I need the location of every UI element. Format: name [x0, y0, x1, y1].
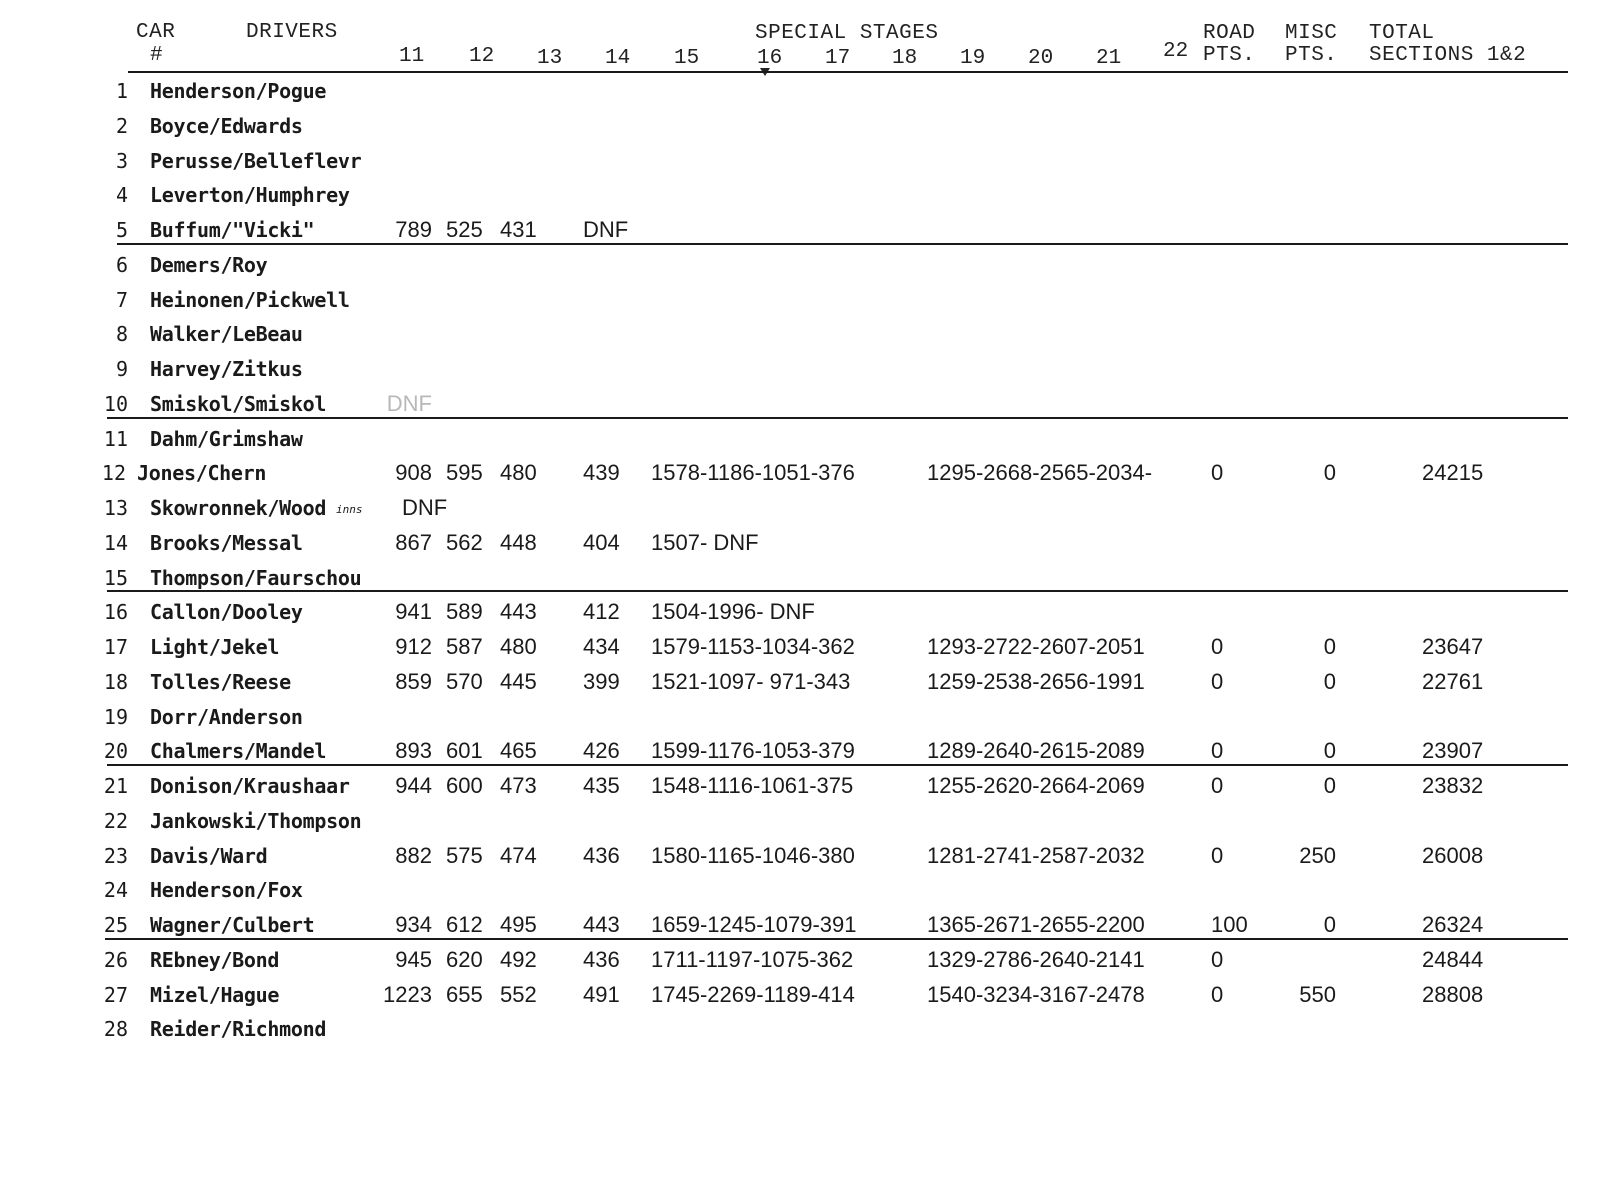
cell-car: 24 [103, 878, 128, 903]
cell-driver: Callon/Dooley [150, 600, 303, 625]
cell-s14: DNF [583, 217, 629, 242]
cell-s11: DNF [402, 495, 448, 520]
cell-road: 0 [1211, 773, 1224, 798]
header-rule [128, 71, 1568, 73]
cell-road: 100 [1211, 912, 1248, 937]
stage-13-header: 13 [537, 47, 563, 70]
cell-s12: 587 [446, 634, 483, 659]
cell-driver: Tolles/Reese [150, 669, 291, 694]
sections-header: SECTIONS 1&2 [1369, 44, 1527, 67]
table-row [0, 180, 1600, 210]
cell-car: 28 [103, 1017, 128, 1042]
cell-s14: 426 [583, 738, 620, 764]
cell-car: 7 [115, 287, 128, 312]
cell-total: 23832 [1422, 773, 1484, 798]
cell-driver: Reider/Richmond [150, 1017, 327, 1042]
table-row [0, 980, 1600, 1010]
cell-s11: 867 [395, 529, 432, 555]
table-row [0, 389, 1600, 419]
cell-car: 26 [103, 947, 128, 972]
cell-s11: 1223 [383, 981, 432, 1007]
cell-s15-18: 1580-1165-1046-380 [651, 842, 855, 868]
road-pts-header: PTS. [1203, 44, 1256, 67]
cell-s12: 601 [446, 738, 483, 764]
cell-misc: 250 [1299, 842, 1336, 868]
stage-12-header: 12 [469, 45, 495, 68]
cell-driver: Smiskol/Smiskol [150, 391, 327, 416]
cell-s14: 491 [583, 981, 620, 1007]
cell-driver: Thompson/Faurschou [150, 565, 362, 590]
cell-s11: 944 [395, 773, 432, 798]
table-row [0, 1014, 1600, 1044]
cell-car: 16 [103, 600, 128, 625]
cell-s15-18: 1548-1116-1061-375 [651, 773, 854, 798]
cell-car: 21 [103, 774, 128, 798]
cell-s11: 941 [395, 599, 432, 625]
table-row [0, 146, 1600, 176]
misc-column-header: MISC [1285, 22, 1338, 45]
car-hash-header: # [150, 44, 164, 67]
table-row [0, 76, 1600, 106]
cell-driver: Brooks/Messal [150, 530, 303, 555]
cell-driver: Light/Jekel [150, 635, 280, 659]
cell-car: 13 [103, 496, 128, 520]
table-row [0, 528, 1600, 558]
cell-driver: Davis/Ward [150, 843, 268, 868]
cell-road: 0 [1211, 981, 1224, 1007]
stage-18-header: 18 [892, 47, 918, 70]
cell-s15-18: 1504-1996- DNF [651, 599, 815, 625]
cell-s11: 934 [395, 912, 432, 937]
cell-s12: 595 [446, 460, 483, 486]
cell-driver: Walker/LeBeau [150, 322, 303, 347]
cell-driver: Henderson/Fox [150, 878, 303, 903]
cell-s13: 473 [500, 773, 537, 798]
cell-car: 20 [103, 739, 128, 764]
cell-s12: 600 [446, 773, 483, 798]
cell-car: 17 [103, 635, 128, 659]
cell-total: 26008 [1422, 842, 1484, 868]
table-row [0, 354, 1600, 384]
cell-s12: 562 [446, 529, 483, 555]
stage-21-header: 21 [1096, 47, 1122, 70]
cell-car: 25 [103, 913, 128, 937]
cell-s13: 495 [500, 912, 537, 937]
table-row [0, 702, 1600, 732]
cell-misc: 0 [1323, 738, 1336, 764]
cell-misc: 0 [1323, 634, 1336, 659]
car-column-header: CAR [136, 21, 176, 44]
cell-road: 0 [1211, 946, 1224, 972]
cell-s14: 412 [583, 599, 620, 625]
table-row [0, 250, 1600, 280]
cell-s14: 404 [583, 529, 620, 555]
cell-car: 3 [115, 148, 128, 173]
table-row [0, 563, 1600, 593]
cell-s15-18: 1659-1245-1079-391 [651, 912, 857, 937]
cell-s15-18: 1711-1197-1075-362 [651, 946, 854, 972]
cell-road: 0 [1211, 668, 1224, 694]
cell-misc: 0 [1323, 773, 1336, 798]
cell-road: 0 [1211, 842, 1224, 868]
cell-car: 10 [103, 391, 128, 416]
cell-driver: Heinonen/Pickwell [150, 287, 350, 312]
table-row [0, 632, 1600, 662]
cell-car: 2 [115, 113, 128, 138]
cell-total: 24844 [1422, 946, 1484, 972]
stage-11-header: 11 [399, 45, 425, 68]
table-row [0, 597, 1600, 627]
cell-s19-22: 1540-3234-3167-2478 [927, 981, 1145, 1007]
cell-s13: 445 [500, 668, 537, 694]
cell-driver: Skowronnek/Wood [150, 496, 327, 520]
cell-total: 26324 [1422, 912, 1484, 937]
stage-20-header: 20 [1028, 47, 1054, 70]
stage-15-header: 15 [674, 47, 700, 70]
cell-misc: 550 [1299, 981, 1336, 1007]
cell-car: 27 [103, 982, 128, 1007]
cell-car: 18 [103, 669, 128, 694]
cell-s13: 474 [500, 842, 537, 868]
cell-s12: 525 [446, 217, 483, 242]
cell-s14: 435 [583, 773, 620, 798]
cell-car: 12 [101, 461, 126, 486]
table-row [0, 771, 1600, 801]
cell-s11: 893 [395, 738, 432, 764]
cell-s12: 589 [446, 599, 483, 625]
cell-s11: 882 [395, 842, 432, 868]
cell-driver: Boyce/Edwards [150, 113, 303, 138]
cell-driver: Demers/Roy [150, 252, 268, 277]
cell-s19-22: 1255-2620-2664-2069 [927, 773, 1145, 798]
cell-s15-18: 1579-1153-1034-362 [651, 634, 855, 659]
cell-s14: 436 [583, 842, 620, 868]
cell-s15-18: 1521-1097- 971-343 [651, 668, 851, 694]
cell-driver: Jankowski/Thompson [150, 808, 362, 833]
cell-misc: 0 [1323, 460, 1336, 486]
cell-s13: 552 [500, 981, 537, 1007]
cell-car: 4 [115, 183, 128, 208]
table-row [0, 458, 1600, 488]
cell-s19-22: 1365-2671-2655-2200 [927, 912, 1145, 937]
cell-car: 5 [115, 218, 128, 242]
road-column-header: ROAD [1203, 22, 1256, 45]
table-row [0, 319, 1600, 349]
cell-s11: DNF [386, 390, 432, 416]
table-row [0, 215, 1600, 245]
table-row [0, 806, 1600, 836]
cell-driver: REbney/Bond [150, 947, 280, 972]
cell-total: 24215 [1422, 460, 1484, 486]
cell-s14: 434 [583, 634, 620, 659]
cell-s13: 480 [500, 460, 537, 486]
cell-s12: 612 [446, 912, 483, 937]
cell-s11: 912 [395, 634, 432, 659]
table-row [0, 493, 1600, 523]
cell-s13: 492 [500, 946, 537, 972]
cell-s19-22: 1293-2722-2607-2051 [927, 634, 1145, 659]
cell-driver: Mizel/Hague [150, 982, 280, 1007]
cell-s11: 945 [395, 946, 432, 972]
cell-driver: Leverton/Humphrey [150, 183, 350, 208]
table-row [0, 285, 1600, 315]
cell-s11: 859 [395, 668, 432, 694]
cell-s12: 620 [446, 946, 483, 972]
cell-driver: Wagner/Culbert [150, 913, 315, 937]
total-column-header: TOTAL [1369, 22, 1435, 45]
table-row [0, 841, 1600, 871]
cell-driver: Buffum/"Vicki" [150, 218, 315, 242]
table-row [0, 111, 1600, 141]
cell-s19-22: 1295-2668-2565-2034- [927, 460, 1153, 486]
cell-s13: 448 [500, 529, 537, 555]
cell-car: 19 [103, 704, 128, 729]
misc-pts-header: PTS. [1285, 44, 1338, 67]
cell-s12: 575 [446, 842, 483, 868]
cell-driver: Dahm/Grimshaw [150, 426, 303, 451]
stage-22-header: 22 [1163, 40, 1189, 63]
cell-car: 6 [115, 252, 128, 277]
cell-driver: Harvey/Zitkus [150, 357, 303, 381]
drivers-column-header: DRIVERS [246, 21, 338, 44]
cell-misc: 0 [1323, 912, 1336, 937]
handwritten-note: inns [336, 503, 363, 516]
cell-s14: 399 [583, 668, 620, 694]
cell-total: 23647 [1422, 634, 1484, 659]
cell-road: 0 [1211, 634, 1224, 659]
cell-driver: Donison/Kraushaar [150, 774, 350, 798]
cell-s19-22: 1289-2640-2615-2089 [927, 738, 1145, 764]
cell-driver: Jones/Chern [137, 461, 267, 486]
cell-s13: 431 [500, 217, 537, 242]
cell-driver: Henderson/Pogue [150, 79, 327, 103]
cell-driver: Perusse/Belleflevr [150, 148, 362, 173]
cell-total: 23907 [1422, 738, 1484, 764]
cell-s15-18: 1745-2269-1189-414 [651, 981, 855, 1007]
table-row [0, 875, 1600, 905]
cell-s19-22: 1329-2786-2640-2141 [927, 946, 1145, 972]
cell-car: 15 [103, 565, 128, 590]
cell-s15-18: 1507- DNF [651, 529, 759, 555]
cell-s15-18: 1578-1186-1051-376 [651, 460, 855, 486]
cell-total: 28808 [1422, 981, 1484, 1007]
stage-14-header: 14 [605, 47, 631, 70]
cell-total: 22761 [1422, 668, 1484, 694]
cell-s13: 443 [500, 599, 537, 625]
cell-car: 8 [115, 322, 128, 347]
cell-s11: 789 [395, 217, 432, 242]
cell-s13: 480 [500, 634, 537, 659]
table-row [0, 667, 1600, 697]
cell-car: 22 [103, 808, 128, 833]
table-row [0, 945, 1600, 975]
cell-s15-18: 1599-1176-1053-379 [651, 738, 855, 764]
cell-driver: Dorr/Anderson [150, 704, 303, 729]
cell-s12: 655 [446, 981, 483, 1007]
cell-car: 14 [103, 530, 128, 555]
cell-s11: 908 [395, 460, 432, 486]
table-row [0, 424, 1600, 454]
cell-s12: 570 [446, 668, 483, 694]
cell-car: 9 [115, 357, 128, 381]
cell-s14: 439 [583, 460, 620, 486]
cell-car: 1 [115, 79, 128, 103]
special-stages-header: SPECIAL STAGES [755, 22, 939, 45]
cell-car: 23 [103, 843, 128, 868]
cell-car: 11 [103, 426, 128, 451]
cell-s14: 443 [583, 912, 620, 937]
table-row [0, 736, 1600, 766]
stage-19-header: 19 [960, 47, 986, 70]
cell-s19-22: 1259-2538-2656-1991 [927, 668, 1145, 694]
stage-17-header: 17 [825, 47, 851, 70]
cell-misc: 0 [1323, 668, 1336, 694]
cell-road: 0 [1211, 460, 1224, 486]
cell-driver: Chalmers/Mandel [150, 739, 327, 764]
cell-s19-22: 1281-2741-2587-2032 [927, 842, 1145, 868]
table-row [0, 910, 1600, 940]
cell-s13: 465 [500, 738, 537, 764]
cell-s14: 436 [583, 946, 620, 972]
stage-16-header: 16 [757, 47, 783, 70]
cell-road: 0 [1211, 738, 1224, 764]
